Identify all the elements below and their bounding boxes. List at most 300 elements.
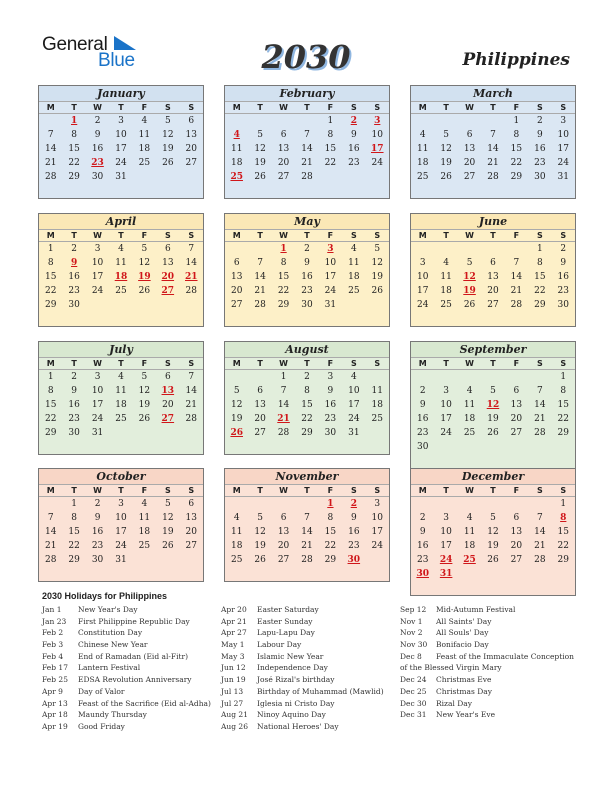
month-september — [410, 341, 576, 469]
weekday-header: S — [180, 102, 203, 114]
weekday-header: S — [342, 485, 365, 497]
day-cell: 18 — [230, 157, 243, 168]
month-may — [224, 213, 390, 327]
day-cell: 30 — [324, 427, 337, 438]
week-row — [225, 398, 389, 412]
day-cell: 26 — [463, 299, 476, 310]
day-cell: 7 — [280, 385, 287, 396]
holidays-title: 2030 Holidays for Philippines — [42, 591, 168, 601]
day-cell: 25 — [138, 540, 151, 551]
day-cell: 7 — [513, 257, 520, 268]
day-cell: 11 — [348, 257, 360, 268]
month-november — [224, 468, 390, 582]
weekday-header: S — [342, 102, 365, 114]
day-cell: 30 — [301, 299, 313, 310]
day-cell: 2 — [94, 498, 101, 509]
holiday-item — [400, 709, 574, 721]
week-row — [225, 298, 389, 312]
holiday-date: Nov 2 — [400, 628, 423, 638]
empty-cell — [39, 114, 62, 128]
weekday-header: T — [481, 358, 504, 370]
empty-cell — [458, 440, 481, 454]
weekday-header: T — [295, 358, 318, 370]
day-cell: 9 — [327, 385, 334, 396]
week-row — [39, 539, 203, 553]
day-cell: 20 — [162, 399, 174, 410]
holiday-name: All Saints' Day — [436, 616, 492, 626]
day-cell: 13 — [510, 399, 523, 410]
week-row — [39, 142, 203, 156]
day-cell: 29 — [510, 171, 523, 182]
day-cell: 18 — [138, 143, 151, 154]
week-row — [39, 398, 203, 412]
day-cell: 17 — [371, 143, 384, 154]
day-cell: 23 — [416, 554, 429, 565]
week-row — [225, 553, 389, 567]
day-cell: 19 — [487, 540, 499, 551]
weekday-header: M — [39, 102, 62, 114]
week-row — [39, 412, 203, 426]
day-cell: 4 — [141, 498, 148, 509]
day-cell: 17 — [324, 271, 337, 282]
weekday-header: S — [552, 230, 575, 242]
day-cell: 21 — [487, 157, 499, 168]
weekday-header: F — [505, 230, 528, 242]
weekday-header: T — [295, 102, 318, 114]
day-cell: 1 — [71, 498, 77, 509]
day-cell: 5 — [490, 385, 496, 396]
empty-cell — [156, 553, 179, 567]
week-row — [39, 370, 203, 384]
day-cell: 8 — [71, 512, 77, 523]
weekday-header: M — [39, 230, 62, 242]
day-cell: 5 — [141, 243, 148, 254]
empty-cell — [156, 298, 179, 312]
day-cell: 15 — [324, 526, 337, 537]
holiday-item — [400, 639, 574, 651]
holiday-item — [221, 616, 384, 628]
weekday-header: S — [180, 230, 203, 242]
weekday-header: W — [458, 102, 481, 114]
day-cell: 8 — [513, 129, 520, 140]
day-cell: 7 — [257, 257, 263, 268]
day-cell: 8 — [280, 257, 287, 268]
month-table — [39, 484, 203, 567]
day-cell: 16 — [557, 271, 569, 282]
empty-cell — [411, 242, 434, 256]
day-cell: 6 — [188, 115, 195, 126]
empty-cell — [505, 440, 528, 454]
day-cell: 29 — [557, 427, 569, 438]
day-cell: 12 — [162, 512, 174, 523]
weekday-header: S — [180, 358, 203, 370]
day-cell: 24 — [91, 285, 104, 296]
day-cell: 3 — [374, 115, 381, 126]
day-cell: 11 — [115, 385, 127, 396]
day-cell: 5 — [141, 371, 148, 382]
day-cell: 15 — [68, 526, 80, 537]
day-cell: 22 — [534, 285, 546, 296]
empty-cell — [248, 370, 271, 384]
holiday-item — [221, 662, 384, 674]
weekday-header: T — [109, 102, 132, 114]
day-cell: 10 — [371, 129, 383, 140]
day-cell: 26 — [138, 285, 151, 296]
weekday-header: M — [39, 358, 62, 370]
day-cell: 27 — [487, 299, 499, 310]
weekday-header: F — [319, 358, 342, 370]
logo-triangle-icon — [114, 36, 136, 50]
day-cell: 24 — [371, 540, 383, 551]
day-cell: 10 — [115, 129, 127, 140]
month-table — [39, 357, 203, 440]
weekday-header: F — [133, 485, 156, 497]
day-cell: 21 — [185, 399, 197, 410]
week-row — [411, 412, 575, 426]
day-cell: 5 — [164, 115, 171, 126]
day-cell: 15 — [68, 143, 80, 154]
day-cell: 23 — [348, 540, 360, 551]
empty-cell — [505, 567, 528, 581]
week-row — [225, 426, 389, 440]
day-cell: 19 — [487, 413, 499, 424]
day-cell: 8 — [327, 129, 334, 140]
day-cell: 11 — [115, 257, 127, 268]
week-row — [39, 256, 203, 270]
holiday-date: May 1 — [221, 640, 245, 650]
week-row — [411, 370, 575, 384]
empty-cell — [481, 370, 504, 384]
holiday-name: Feast of the Immaculate Conception — [436, 651, 574, 661]
day-cell: 20 — [161, 271, 175, 282]
day-cell: 12 — [138, 257, 151, 268]
month-table — [225, 229, 389, 312]
month-october — [38, 468, 204, 582]
weekday-header: W — [458, 230, 481, 242]
day-cell: 7 — [304, 129, 310, 140]
holiday-name: Christmas Eve — [436, 675, 492, 685]
holiday-date: Nov 30 — [400, 640, 428, 650]
holiday-name: First Philippine Republic Day — [78, 616, 190, 626]
day-cell: 24 — [115, 157, 127, 168]
day-cell: 17 — [348, 399, 360, 410]
holiday-name: Islamic New Year — [257, 651, 324, 661]
day-cell: 26 — [254, 171, 266, 182]
day-cell: 7 — [536, 385, 543, 396]
month-june — [410, 213, 576, 327]
holiday-date: Aug 21 — [221, 710, 248, 720]
day-cell: 15 — [557, 399, 569, 410]
day-cell: 4 — [118, 371, 124, 382]
day-cell: 23 — [348, 157, 360, 168]
day-cell: 4 — [233, 129, 240, 140]
day-cell: 8 — [536, 257, 543, 268]
day-cell: 29 — [301, 427, 313, 438]
weekday-header: S — [156, 102, 179, 114]
day-cell: 24 — [324, 285, 337, 296]
day-cell: 2 — [560, 243, 567, 254]
day-cell: 31 — [557, 171, 569, 182]
day-cell: 3 — [419, 257, 426, 268]
day-cell: 19 — [138, 271, 151, 282]
weekday-header: F — [133, 230, 156, 242]
day-cell: 28 — [301, 554, 313, 565]
month-table — [225, 484, 389, 567]
day-cell: 4 — [350, 243, 357, 254]
day-cell: 18 — [230, 540, 243, 551]
empty-cell — [366, 370, 389, 384]
holiday-item — [42, 674, 211, 686]
week-row — [411, 170, 575, 184]
weekday-header: T — [109, 485, 132, 497]
day-cell: 14 — [185, 257, 197, 268]
day-cell: 16 — [416, 413, 429, 424]
weekday-header: W — [86, 485, 109, 497]
day-cell: 14 — [301, 526, 313, 537]
month-december — [410, 468, 576, 596]
day-cell: 3 — [94, 371, 101, 382]
weekday-header: T — [481, 102, 504, 114]
day-cell: 9 — [419, 526, 426, 537]
day-cell: 20 — [230, 285, 243, 296]
holiday-date: Apr 27 — [221, 628, 247, 638]
day-cell: 27 — [510, 427, 523, 438]
empty-cell — [552, 567, 575, 581]
day-cell: 16 — [416, 540, 429, 551]
weekday-header: M — [225, 485, 248, 497]
empty-cell — [342, 298, 365, 312]
day-cell: 25 — [230, 171, 243, 182]
day-cell: 6 — [164, 371, 171, 382]
week-row — [39, 553, 203, 567]
empty-cell — [505, 242, 528, 256]
day-cell: 30 — [534, 171, 546, 182]
day-cell: 1 — [280, 243, 287, 254]
holiday-name: Bonifacio Day — [436, 640, 489, 650]
day-cell: 16 — [348, 526, 360, 537]
weekday-header: T — [248, 230, 271, 242]
empty-cell — [366, 426, 389, 440]
empty-cell — [458, 497, 481, 511]
holiday-name: New Year's Eve — [436, 710, 496, 720]
day-cell: 2 — [419, 512, 426, 523]
week-row — [411, 539, 575, 553]
weekday-header: T — [62, 230, 85, 242]
day-cell: 31 — [115, 171, 127, 182]
empty-cell — [481, 497, 504, 511]
day-cell: 12 — [487, 526, 499, 537]
holiday-name: Lantern Festival — [78, 663, 141, 673]
holiday-item — [400, 651, 574, 663]
day-cell: 27 — [277, 171, 290, 182]
day-cell: 12 — [254, 526, 266, 537]
weekday-header: W — [458, 358, 481, 370]
day-cell: 18 — [115, 399, 127, 410]
empty-cell — [528, 497, 551, 511]
day-cell: 29 — [68, 171, 80, 182]
day-cell: 4 — [466, 385, 473, 396]
day-cell: 21 — [44, 157, 57, 168]
day-cell: 19 — [440, 157, 452, 168]
holiday-name: National Heroes' Day — [257, 721, 339, 731]
day-cell: 18 — [348, 271, 360, 282]
holiday-name: Feast of the Sacrifice (Eid al-Adha) — [78, 698, 211, 708]
weekday-header: W — [86, 358, 109, 370]
day-cell: 17 — [371, 526, 383, 537]
day-cell: 24 — [115, 540, 127, 551]
day-cell: 26 — [487, 427, 499, 438]
holiday-date: Feb 25 — [42, 675, 68, 685]
day-cell: 31 — [324, 299, 337, 310]
day-cell: 1 — [280, 371, 287, 382]
day-cell: 10 — [91, 385, 104, 396]
week-row — [225, 384, 389, 398]
weekday-header: S — [156, 485, 179, 497]
weekday-header: S — [528, 358, 551, 370]
day-cell: 15 — [557, 526, 569, 537]
day-cell: 26 — [487, 554, 499, 565]
empty-cell — [552, 440, 575, 454]
day-cell: 27 — [277, 554, 290, 565]
day-cell: 14 — [510, 271, 523, 282]
month-name: May — [225, 214, 389, 229]
day-cell: 15 — [44, 399, 57, 410]
day-cell: 11 — [138, 129, 151, 140]
day-cell: 29 — [44, 427, 57, 438]
day-cell: 29 — [68, 554, 80, 565]
holiday-item — [221, 651, 384, 663]
weekday-header: S — [528, 485, 551, 497]
weekday-header: W — [272, 358, 295, 370]
holiday-name: Chinese New Year — [78, 640, 148, 650]
day-cell: 17 — [115, 526, 127, 537]
week-row — [39, 511, 203, 525]
day-cell: 29 — [44, 299, 57, 310]
day-cell: 14 — [534, 526, 546, 537]
weekday-header: T — [248, 485, 271, 497]
empty-cell — [109, 298, 132, 312]
empty-cell — [481, 567, 504, 581]
day-cell: 19 — [463, 285, 476, 296]
week-row — [39, 270, 203, 284]
month-table — [411, 101, 575, 184]
week-row — [225, 270, 389, 284]
day-cell: 28 — [487, 171, 499, 182]
weekday-header: T — [62, 102, 85, 114]
day-cell: 20 — [510, 413, 523, 424]
day-cell: 13 — [230, 271, 243, 282]
day-cell: 14 — [254, 271, 266, 282]
day-cell: 24 — [440, 427, 452, 438]
day-cell: 16 — [324, 399, 337, 410]
holiday-name: Lapu-Lapu Day — [257, 628, 315, 638]
day-cell: 10 — [440, 526, 452, 537]
day-cell: 12 — [371, 257, 383, 268]
holiday-item — [221, 686, 384, 698]
month-name: August — [225, 342, 389, 357]
day-cell: 30 — [68, 427, 80, 438]
day-cell: 19 — [138, 399, 151, 410]
day-cell: 6 — [164, 243, 171, 254]
day-cell: 5 — [164, 498, 171, 509]
holiday-item — [221, 709, 384, 721]
day-cell: 10 — [91, 257, 104, 268]
day-cell: 9 — [94, 129, 101, 140]
week-row — [39, 242, 203, 256]
week-row — [411, 270, 575, 284]
holiday-name: Easter Saturday — [257, 605, 319, 614]
day-cell: 3 — [374, 498, 381, 509]
month-name: March — [411, 86, 575, 101]
week-row — [39, 525, 203, 539]
day-cell: 4 — [233, 512, 240, 523]
day-cell: 10 — [348, 385, 360, 396]
week-row — [39, 384, 203, 398]
holiday-item — [221, 639, 384, 651]
holiday-item — [400, 662, 574, 674]
day-cell: 13 — [185, 129, 197, 140]
day-cell: 18 — [138, 526, 151, 537]
holiday-date: Apr 18 — [42, 710, 68, 720]
holiday-date: Apr 21 — [221, 616, 247, 626]
day-cell: 2 — [94, 115, 101, 126]
empty-cell — [86, 298, 109, 312]
day-cell: 15 — [534, 271, 546, 282]
day-cell: 16 — [91, 526, 104, 537]
empty-cell — [295, 497, 318, 511]
day-cell: 1 — [513, 115, 520, 126]
day-cell: 13 — [277, 526, 290, 537]
weekday-header: S — [156, 230, 179, 242]
country-title: Philippines — [462, 50, 570, 70]
day-cell: 18 — [440, 285, 452, 296]
empty-cell — [528, 370, 551, 384]
day-cell: 18 — [463, 540, 476, 551]
holiday-item — [42, 604, 211, 616]
month-table — [411, 229, 575, 312]
weekday-header: T — [434, 230, 457, 242]
empty-cell — [481, 114, 504, 128]
empty-cell — [411, 370, 434, 384]
weekday-header: F — [505, 358, 528, 370]
day-cell: 22 — [301, 413, 313, 424]
weekday-header: F — [133, 102, 156, 114]
holiday-name: Labour Day — [257, 640, 302, 650]
holiday-item — [400, 674, 574, 686]
day-cell: 23 — [301, 285, 313, 296]
week-row — [411, 142, 575, 156]
week-row — [411, 384, 575, 398]
day-cell: 21 — [185, 271, 198, 282]
week-row — [39, 114, 203, 128]
holiday-date: Feb 17 — [42, 663, 68, 673]
day-cell: 29 — [324, 554, 337, 565]
day-cell: 6 — [513, 385, 520, 396]
empty-cell — [272, 497, 295, 511]
day-cell: 30 — [557, 299, 569, 310]
day-cell: 30 — [68, 299, 80, 310]
day-cell: 4 — [466, 512, 473, 523]
day-cell: 3 — [560, 115, 567, 126]
month-name: December — [411, 469, 575, 484]
week-row — [225, 128, 389, 142]
day-cell: 13 — [463, 143, 476, 154]
day-cell: 6 — [490, 257, 496, 268]
day-cell: 9 — [560, 257, 567, 268]
day-cell: 22 — [277, 285, 290, 296]
day-cell: 19 — [254, 157, 266, 168]
week-row — [225, 256, 389, 270]
